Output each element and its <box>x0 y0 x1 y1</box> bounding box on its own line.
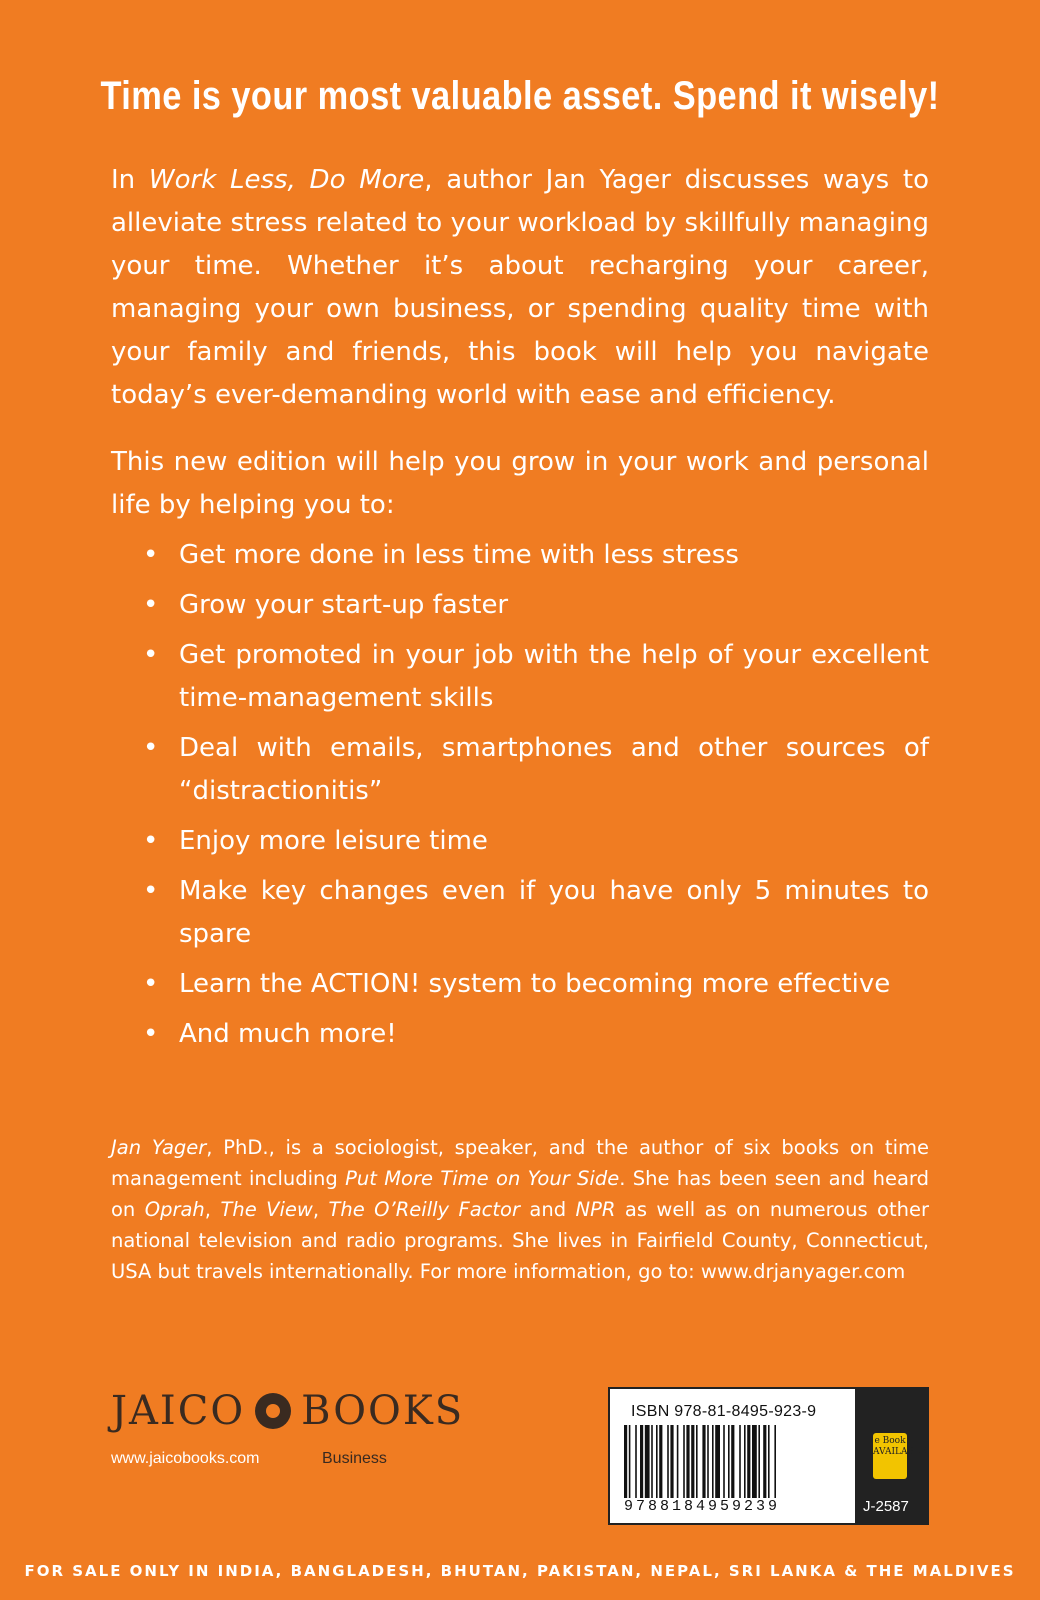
description-paragraph <box>111 159 929 417</box>
list-item: • Enjoy more leisure time <box>143 820 929 863</box>
author-bio: Jan Yager, PhD., is a sociologist, speaker, and the author of six books on time management including Put More Time on Your Side. She has been seen and heard on Oprah, The View, The O’Reilly Factor and NPR as well as on numerous other national television and radio programs. She lives in Fairfield County, Connecticut, USA but travels internationally. For more information, go to: www.drjanyager.com <box>111 1136 929 1283</box>
ebook-available-icon: e Book AVAILABLE <box>873 1433 907 1479</box>
book-category: Business <box>322 1450 387 1467</box>
author-name: Jan Yager <box>111 1136 207 1159</box>
benefits-list <box>143 534 929 1063</box>
para1-rest: , author Jan Yager discusses ways to alleviate stress related to your workload by skillfully managing your time. Whether it’s about recharging your career, managing your own business, or spending quality time with your family and friends, this book will help you navigate today’s ever-demanding world with ease and efficiency. <box>111 165 930 410</box>
bullet-icon: • <box>143 733 159 763</box>
sale-restriction-footer: FOR SALE ONLY IN INDIA, BANGLADESH, BHUTAN, PAKISTAN, NEPAL, SRI LANKA & THE MALDIVES <box>24 1562 1016 1580</box>
list-item: • Grow your start-up faster <box>143 584 929 627</box>
bullet-icon: • <box>143 969 159 999</box>
bullet-icon: • <box>143 826 159 856</box>
publisher-logo: JAICO BOOKS <box>111 1388 465 1434</box>
intro-paragraph: This new edition will help you grow in your work and personal life by helping you to: <box>111 447 929 520</box>
list-item: • And much more! <box>143 1013 929 1056</box>
list-item: • Deal with emails, smartphones and other sources of “distractionitis” <box>143 727 929 813</box>
list-item: • Get promoted in your job with the help of your excellent time-management skills <box>143 634 929 720</box>
ebook-panel <box>855 1389 927 1523</box>
bullet-icon: • <box>143 1019 159 1049</box>
list-item: • Make key changes even if you have only 5 minutes to spare <box>143 870 929 956</box>
bullet-icon: • <box>143 540 159 570</box>
jaico-emblem-icon <box>255 1393 291 1429</box>
bullet-icon: • <box>143 876 159 906</box>
isbn-barcode-box <box>608 1387 929 1525</box>
publisher-website: www.jaicobooks.com <box>111 1450 260 1467</box>
barcode-digits: 9788184959239 <box>624 1498 844 1515</box>
para1-prefix: In <box>111 165 149 195</box>
headline: Time is your most valuable asset. Spend it wisely! <box>100 74 940 118</box>
bullet-icon: • <box>143 590 159 620</box>
bullet-icon: • <box>143 640 159 670</box>
book-title: Work Less, Do More <box>148 165 425 195</box>
barcode-icon <box>624 1425 840 1499</box>
list-item: • Get more done in less time with less stress <box>143 534 929 577</box>
list-item: • Learn the ACTION! system to becoming more effective <box>143 963 929 1006</box>
product-code: J-2587 <box>863 1498 909 1515</box>
isbn-label: ISBN 978-81-8495-923-9 <box>631 1403 817 1420</box>
